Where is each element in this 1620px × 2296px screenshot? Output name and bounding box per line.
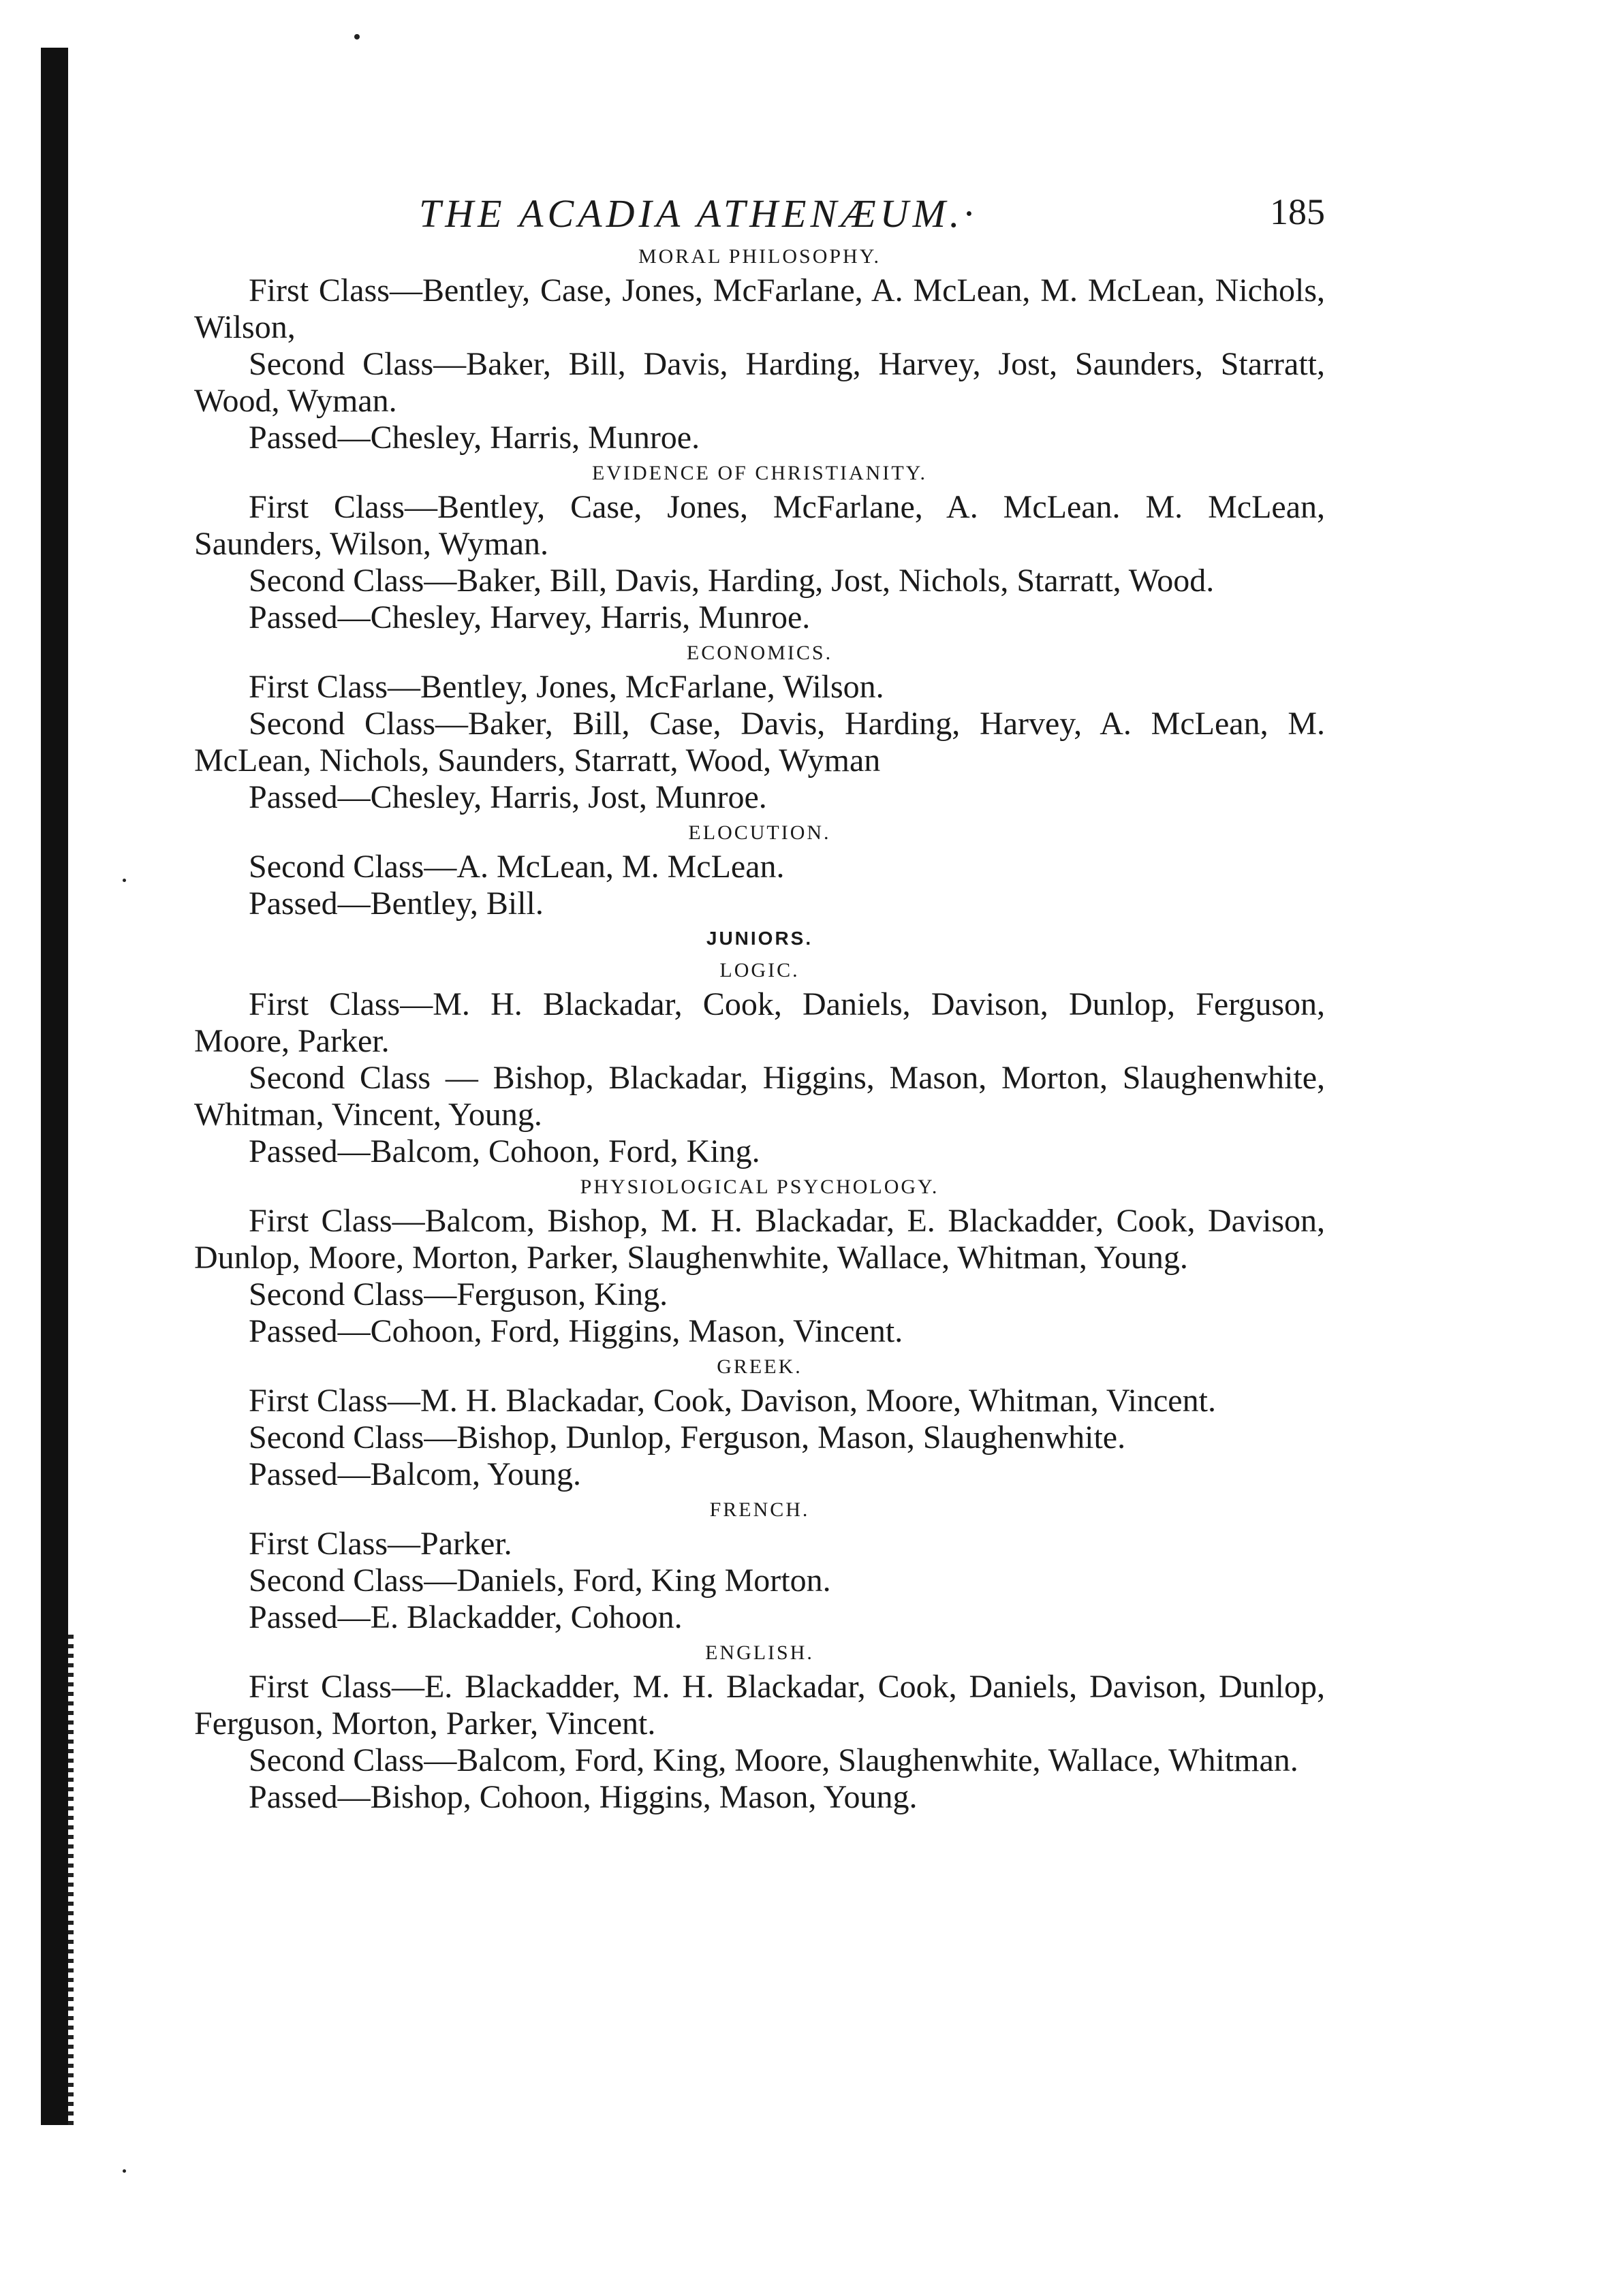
- subject-section: [194, 642, 1325, 821]
- subject-section: [194, 462, 1325, 642]
- scan-speck: [354, 34, 360, 40]
- section-heading: FRENCH.: [709, 1498, 810, 1521]
- section-heading: PHYSIOLOGICAL PSYCHOLOGY.: [580, 1176, 939, 1198]
- class-list-entry: Passed—Chesley, Harvey, Harris, Munroe.: [249, 599, 811, 635]
- class-list-entry: Second Class—Daniels, Ford, King Morton.: [249, 1562, 831, 1599]
- scan-binding-texture: [68, 1635, 74, 2125]
- page-header: [194, 163, 1325, 245]
- class-list-entry: Passed—Balcom, Cohoon, Ford, King.: [249, 1133, 760, 1169]
- class-list-entry: Passed—Chesley, Harris, Munroe.: [249, 420, 700, 456]
- class-list-entry: Second Class—Baker, Bill, Davis, Harding, Harvey, Jost, Saunders, Starratt, Wood, Wyman.: [194, 346, 1325, 419]
- section-heading: MORAL PHILOSOPHY.: [638, 245, 882, 268]
- section-heading: EVIDENCE OF CHRISTIANITY.: [592, 462, 927, 484]
- class-list-entry: First Class—Parker.: [249, 1526, 512, 1562]
- class-list-entry: Second Class—Baker, Bill, Davis, Harding, Jost, Nichols, Starratt, Wood.: [249, 563, 1215, 599]
- class-list-entry: Passed—Bishop, Cohoon, Higgins, Mason, Young.: [249, 1779, 918, 1815]
- class-list-entry: First Class—Balcom, Bishop, M. H. Blackadar, E. Blackadder, Cook, Davison, Dunlop, Moore, Morton, Parker, Slaughenwhite, Wallace, Whitman, Young.: [194, 1203, 1325, 1276]
- scan-speck: [123, 2169, 126, 2173]
- results-list: [194, 245, 1325, 1821]
- subject-section: [194, 1355, 1325, 1498]
- page-number: 185: [1270, 191, 1325, 232]
- section-heading: ELOCUTION.: [688, 821, 831, 844]
- section-heading: JUNIORS.: [706, 928, 813, 949]
- subject-section: [194, 245, 1325, 462]
- subject-section: [194, 959, 1325, 1176]
- class-list-entry: First Class—M. H. Blackadar, Cook, Daniels, Davison, Dunlop, Ferguson, Moore, Parker.: [194, 986, 1325, 1059]
- scan-binding-edge: [41, 48, 68, 2125]
- subject-section: [194, 1641, 1325, 1821]
- class-list-entry: Second Class—Balcom, Ford, King, Moore, Slaughenwhite, Wallace, Whitman.: [249, 1742, 1298, 1778]
- class-list-entry: Second Class—Bishop, Dunlop, Ferguson, Mason, Slaughenwhite.: [249, 1419, 1126, 1456]
- subject-section: [194, 928, 1325, 959]
- section-heading: ENGLISH.: [705, 1641, 814, 1664]
- class-list-entry: Second Class—Baker, Bill, Case, Davis, Harding, Harvey, A. McLean, M. McLean, Nichols, Saunders, Starratt, Wood, Wyman: [194, 706, 1325, 779]
- class-list-entry: First Class—Bentley, Jones, McFarlane, Wilson.: [249, 669, 884, 705]
- section-heading: GREEK.: [717, 1355, 803, 1378]
- class-list-entry: Passed—Chesley, Harris, Jost, Munroe.: [249, 779, 767, 815]
- class-list-entry: Second Class—Ferguson, King.: [249, 1276, 668, 1312]
- class-list-entry: First Class—E. Blackadder, M. H. Blackadar, Cook, Daniels, Davison, Dunlop, Ferguson, Morton, Parker, Vincent.: [194, 1669, 1325, 1742]
- subject-section: [194, 1498, 1325, 1641]
- document-page: [194, 163, 1325, 1821]
- subject-section: [194, 1176, 1325, 1355]
- class-list-entry: Passed—Cohoon, Ford, Higgins, Mason, Vincent.: [249, 1313, 903, 1349]
- class-list-entry: Passed—Balcom, Young.: [249, 1456, 582, 1492]
- class-list-entry: Second Class—A. McLean, M. McLean.: [249, 849, 785, 885]
- section-heading: ECONOMICS.: [686, 642, 833, 664]
- class-list-entry: Passed—E. Blackadder, Cohoon.: [249, 1599, 683, 1635]
- class-list-entry: First Class—Bentley, Case, Jones, McFarlane, A. McLean. M. McLean, Saunders, Wilson, Wyman.: [194, 489, 1325, 562]
- scan-speck: [123, 879, 126, 882]
- class-list-entry: First Class—M. H. Blackadar, Cook, Davison, Moore, Whitman, Vincent.: [249, 1383, 1216, 1419]
- class-list-entry: First Class—Bentley, Case, Jones, McFarlane, A. McLean, M. McLean, Nichols, Wilson,: [194, 272, 1325, 345]
- subject-section: [194, 821, 1325, 928]
- class-list-entry: Passed—Bentley, Bill.: [249, 885, 544, 922]
- section-heading: LOGIC.: [719, 959, 800, 981]
- class-list-entry: Second Class — Bishop, Blackadar, Higgins, Mason, Morton, Slaughenwhite, Whitman, Vincent, Young.: [194, 1060, 1325, 1133]
- running-title: THE ACADIA ATHENÆUM.·: [419, 191, 978, 236]
